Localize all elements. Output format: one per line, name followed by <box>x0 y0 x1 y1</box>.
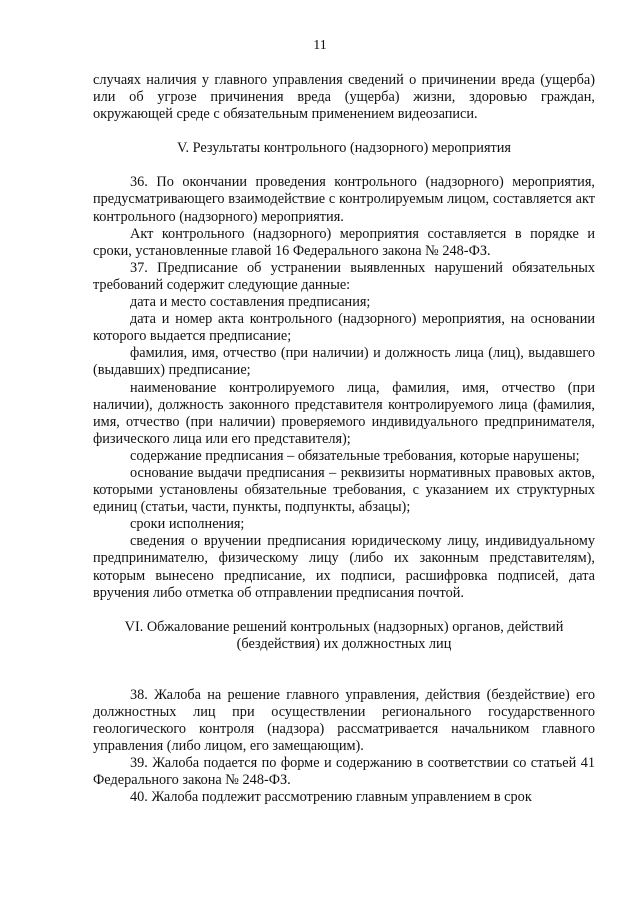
section-heading-6-line-2: (бездействия) их должностных лиц <box>236 635 452 652</box>
list-item-deadlines: сроки исполнения; <box>130 516 245 533</box>
paragraph-38: 38. Жалоба на решение главного управления, действия (бездействие) его должностных лиц при осуществлении регионального государственного геологического контроля (надзора) рассматривается начальником главного управления (либо лицом, его замещающим). <box>93 686 595 755</box>
paragraph-36: 36. По окончании проведения контрольного (надзорного) мероприятия, предусматривающего взаимодействие с контролируемым лицом, составляется акт контрольного (надзорного) мероприятия. <box>93 174 595 225</box>
paragraph-act-terms: Акт контрольного (надзорного) мероприятия составляется в порядке и сроки, установленные главой 16 Федерального закона № 248-ФЗ. <box>93 225 595 259</box>
section-heading-6-line-1: VI. Обжалование решений контрольных (надзорных) органов, действий <box>124 618 564 635</box>
document-body <box>93 72 595 807</box>
section-heading-6 <box>93 619 595 653</box>
list-item-act-number: дата и номер акта контрольного (надзорного) мероприятия, на основании которого выдается предписание; <box>93 311 595 345</box>
list-item-basis: основание выдачи предписания – реквизиты нормативных правовых актов, которыми установлены обязательные требования, с указанием их структурных единиц (статьи, части, пункты, подпункты, абзацы); <box>93 464 595 516</box>
page-number: 11 <box>313 38 327 53</box>
paragraph-continuation: случаях наличия у главного управления сведений о причинении вреда (ущерба) или об угрозе причинения вреда (ущерба) жизни, здоровью граждан, окружающей среде с обязательным применением видеозаписи. <box>93 72 595 123</box>
paragraph-39: 39. Жалоба подается по форме и содержанию в соответствии со статьей 41 Федерального закона № 248-ФЗ. <box>93 755 595 789</box>
list-item-content: содержание предписания – обязательные требования, которые нарушены; <box>130 447 580 464</box>
list-item-delivery: сведения о вручении предписания юридическому лицу, индивидуальному предпринимателю, физическому лицу (либо их законным представителям), которым вынесено предписание, их подписи, расшифровка подписей, дата вручения либо отметка об отправлении предписания почтой. <box>93 533 595 601</box>
section-heading-5: V. Результаты контрольного (надзорного) мероприятия <box>177 140 511 157</box>
list-item-issuer-name: фамилия, имя, отчество (при наличии) и должность лица (лиц), выдавшего (выдавших) предписание; <box>93 345 595 379</box>
paragraph-40: 40. Жалоба подлежит рассмотрению главным управлением в срок <box>130 789 532 806</box>
paragraph-37: 37. Предписание об устранении выявленных нарушений обязательных требований содержит следующие данные: <box>93 259 595 293</box>
list-item-date-place: дата и место составления предписания; <box>130 294 371 311</box>
list-item-controlled-person: наименование контролируемого лица, фамилия, имя, отчество (при наличии), должность законного представителя контролируемого лица (фамилия, имя, отчество (при наличии) проверяемого индивидуального предпринимателя, физического лица или его представителя); <box>93 379 595 447</box>
